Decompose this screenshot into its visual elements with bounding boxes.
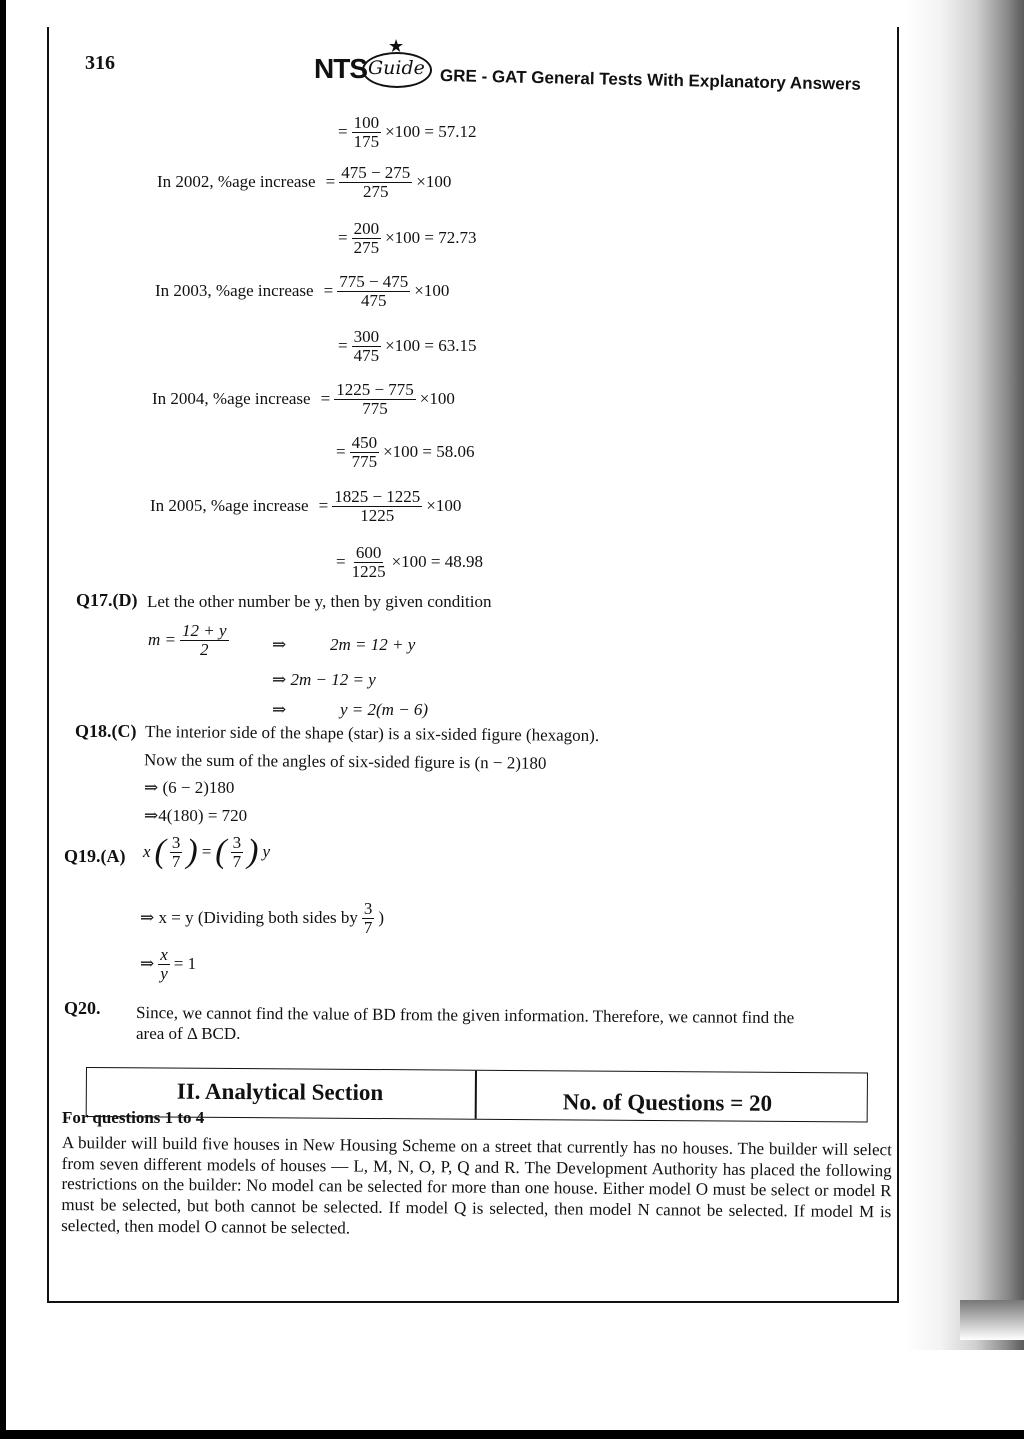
- numerator: 1825 − 1225: [334, 487, 421, 506]
- section-title: II. Analytical Section: [176, 1078, 384, 1106]
- numerator: 3: [363, 899, 373, 918]
- denominator: 475: [353, 345, 380, 365]
- calc-2004-result: [336, 434, 475, 471]
- numerator: 3: [232, 833, 242, 852]
- calc-multiplier: ×100: [416, 172, 452, 192]
- scan-border-bottom: [0, 1430, 1024, 1439]
- implies-arrow: ⇒: [140, 954, 155, 974]
- q20-line1: Since, we cannot find the value of BD from the given information. Therefore, we cannot find the: [135, 1003, 795, 1028]
- calc-top-line: [338, 114, 477, 151]
- numerator: 3: [171, 833, 181, 852]
- fraction: [350, 434, 380, 471]
- denominator: 2: [200, 639, 209, 659]
- calc-result: ×100 = 57.12: [385, 122, 477, 142]
- q20-line2: area of Δ BCD.: [136, 1024, 241, 1043]
- fraction: [339, 164, 412, 201]
- fraction: [362, 900, 375, 937]
- q19-line2-close: ): [378, 908, 385, 928]
- fraction: [231, 834, 244, 871]
- fraction: [334, 381, 416, 418]
- denominator: 1225: [351, 561, 386, 581]
- calc-result: ×100 = 63.15: [385, 336, 477, 356]
- denominator: 175: [353, 131, 380, 151]
- denominator: 7: [171, 851, 181, 871]
- denominator: 775: [351, 451, 378, 471]
- fraction: [158, 946, 170, 983]
- calc-2003-line: [155, 273, 449, 310]
- header-title: GRE - GAT General Tests With Explanatory Answers: [439, 66, 861, 94]
- q18-line4: ⇒4(180) = 720: [144, 806, 248, 825]
- calc-result: ×100 = 48.98: [391, 552, 484, 572]
- equals-sign: =: [318, 496, 329, 516]
- calc-2002-line: [157, 164, 451, 201]
- q17-m-lhs: m =: [148, 630, 176, 650]
- variable-y: y: [262, 842, 270, 862]
- numerator: 300: [353, 327, 380, 346]
- fraction: [350, 544, 388, 581]
- q19-line2-text: ⇒ x = y (Dividing both sides by: [140, 908, 358, 928]
- fraction: [180, 622, 229, 659]
- fraction: [352, 328, 382, 365]
- numerator: 475 − 275: [341, 163, 411, 182]
- denominator: 775: [362, 398, 388, 418]
- equals-sign: =: [338, 228, 348, 248]
- fraction: [170, 834, 183, 871]
- calc-label: In 2003, %age increase: [155, 281, 314, 301]
- q20-label: Q20.: [64, 998, 101, 1018]
- q19-line3-result: = 1: [173, 954, 197, 974]
- logo-nts-text: NTS: [314, 53, 367, 84]
- calc-2004-line: [152, 381, 455, 418]
- calc-label: In 2002, %age increase: [157, 172, 316, 192]
- calc-multiplier: ×100: [414, 281, 450, 301]
- denominator: y: [160, 963, 168, 983]
- q18-line1: The interior side of the shape (star) is a six-sided figure (hexagon).: [144, 722, 600, 745]
- calc-2005-line: [150, 488, 461, 525]
- q18-label: Q18.(C): [75, 721, 137, 741]
- numerator: 450: [351, 433, 378, 452]
- q19-equation: [143, 834, 270, 871]
- calc-2002-result: [338, 220, 477, 257]
- q17-m-equation: [148, 622, 229, 659]
- calc-result: ×100 = 72.73: [385, 228, 477, 248]
- calc-2003-result: [338, 328, 477, 365]
- denominator: 1225: [360, 505, 395, 525]
- numerator: 200: [353, 219, 380, 238]
- denominator: 475: [361, 290, 387, 310]
- equals-sign: =: [325, 172, 336, 192]
- denominator: 275: [363, 181, 389, 201]
- q17-label: Q17.(D): [76, 590, 138, 610]
- q19-line3: [140, 946, 196, 983]
- question-passage: A builder will build five houses in New Housing Scheme on a street that currently has no houses. The builder will select from seven different models of houses — L, M, N, O, P, Q and R. The Development Authority has placed the following restrictions on the builder: No model can be selected for more than one house. Either model O must be select or model R must be selected, but both cannot be selected. If model Q is selected, then model N cannot be selected. If model M is selected, then model O cannot be selected.: [61, 1133, 892, 1238]
- equals-sign: =: [320, 389, 331, 409]
- star-icon: ★: [388, 36, 405, 56]
- fraction: [332, 488, 422, 525]
- equals-sign: =: [323, 281, 334, 301]
- book-spine-shadow: [905, 0, 1024, 1350]
- q17-text: Let the other number be y, then by given condition: [147, 592, 492, 611]
- left-paren: (: [215, 833, 227, 871]
- logo-guide-text: Guide: [368, 57, 425, 79]
- numerator: 775 − 475: [339, 272, 409, 291]
- numerator: 600: [355, 543, 382, 562]
- calc-multiplier: ×100: [419, 389, 455, 409]
- fraction: [352, 220, 382, 257]
- q17-line2: ⇒ 2m − 12 = y: [272, 670, 376, 689]
- numerator: 12 + y: [182, 621, 227, 640]
- implies-arrow: ⇒: [272, 700, 287, 719]
- fraction: [337, 273, 410, 310]
- q18-line3: ⇒ (6 − 2)180: [144, 778, 235, 797]
- variable-x: x: [143, 842, 151, 862]
- calc-multiplier: ×100: [426, 496, 462, 516]
- questions-range-heading: For questions 1 to 4: [62, 1108, 205, 1127]
- q17-line1: 2m = 12 + y: [330, 635, 416, 654]
- calc-2005-result: [336, 544, 483, 581]
- calc-label: In 2004, %age increase: [152, 389, 311, 409]
- page-number: 316: [85, 52, 115, 74]
- q18-line2: Now the sum of the angles of six-sided figure is (n − 2)180: [143, 750, 547, 773]
- numerator: 1225 − 775: [336, 380, 414, 399]
- book-spine-corner: [960, 1300, 1024, 1340]
- equals-sign: =: [338, 336, 348, 356]
- numerator: x: [160, 945, 168, 964]
- q19-line2: [140, 900, 384, 937]
- section-question-count: No. of Questions = 20: [562, 1089, 773, 1116]
- equals-sign: =: [338, 122, 348, 142]
- calc-result: ×100 = 58.06: [383, 442, 475, 462]
- fraction: [352, 114, 382, 151]
- denominator: 7: [232, 851, 242, 871]
- equals-sign: =: [336, 552, 346, 572]
- equals-sign: =: [201, 842, 212, 862]
- denominator: 7: [363, 917, 373, 937]
- numerator: 100: [353, 113, 380, 132]
- equals-sign: =: [336, 442, 346, 462]
- scan-border-left: [0, 0, 6, 1439]
- left-paren: (: [154, 833, 166, 871]
- q17-line3: y = 2(m − 6): [340, 700, 429, 719]
- calc-label: In 2005, %age increase: [150, 496, 309, 516]
- q19-label: Q19.(A): [64, 846, 126, 866]
- right-paren: ): [186, 833, 198, 871]
- nts-guide-logo: [314, 36, 434, 92]
- denominator: 275: [353, 237, 380, 257]
- implies-arrow: ⇒: [272, 635, 287, 654]
- section-divider: [475, 1071, 477, 1119]
- right-paren: ): [247, 833, 259, 871]
